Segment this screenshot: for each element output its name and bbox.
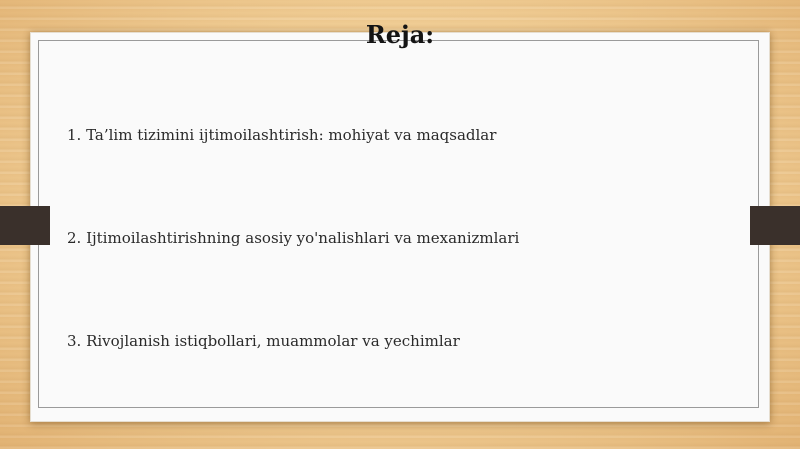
plan-item-2: 2. Ijtimoilashtirishning asosiy yo'nalishlari va mexanizmlari [67,229,520,247]
slide-inner-border [38,40,759,408]
right-tab-decoration [750,206,800,245]
left-tab-decoration [0,206,50,245]
plan-item-3: 3. Rivojlanish istiqbollari, muammolar va yechimlar [67,332,460,350]
plan-item-1: 1. Ta’lim tizimini ijtimoilashtirish: mohiyat va maqsadlar [67,126,497,144]
slide-title: Reja: [365,20,435,49]
